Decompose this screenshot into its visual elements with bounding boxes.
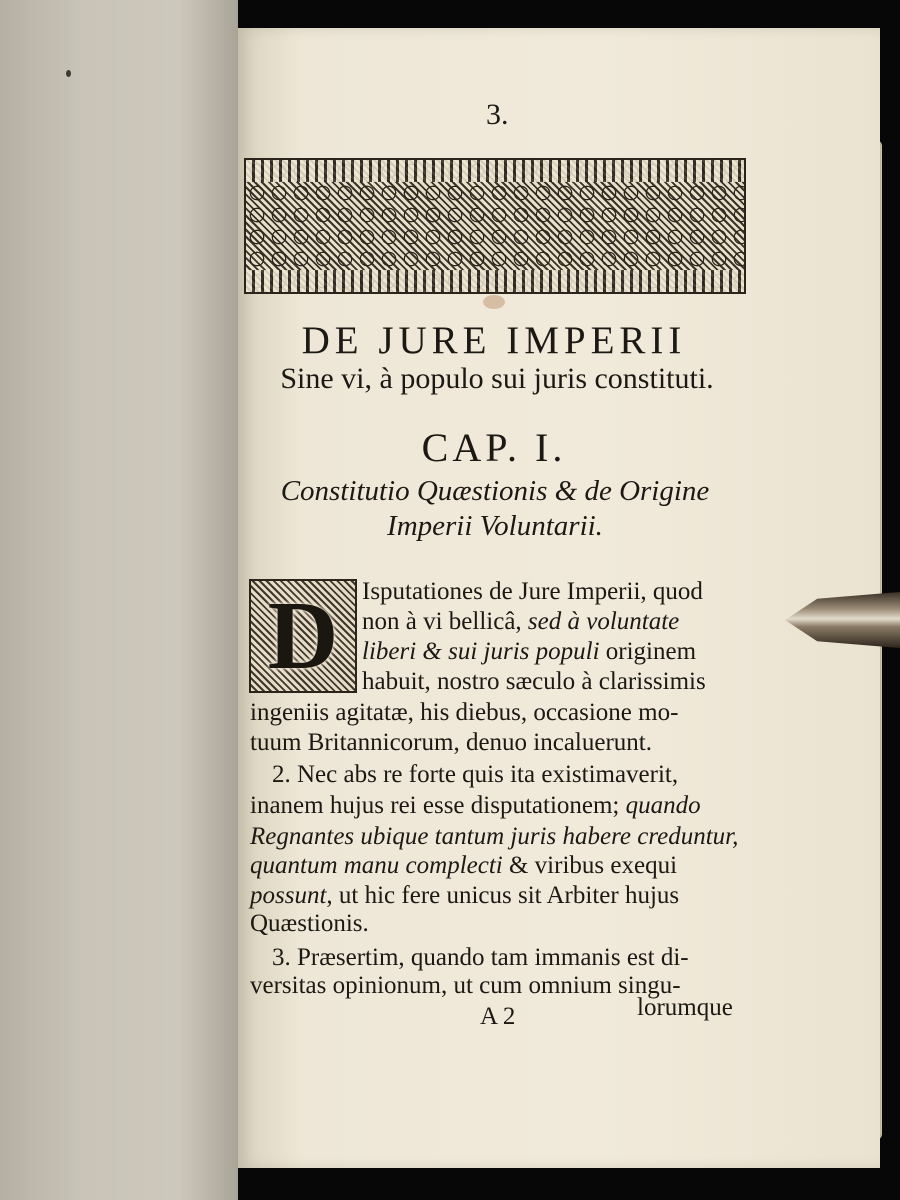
page-title: DE JURE IMPERII	[301, 319, 687, 362]
line-text: Quæstionis.	[250, 910, 369, 937]
paper-stain	[483, 295, 505, 309]
line-text: non à vi bellicâ,	[362, 608, 528, 635]
text-line-5	[250, 699, 678, 727]
chapter-subtitle-line-2: Imperii Voluntarii.	[387, 510, 603, 542]
text-line-1	[362, 578, 703, 606]
text-line-7	[272, 761, 678, 789]
catchword: lorumque	[637, 994, 733, 1021]
line-text: habuit, nostro sæculo à clarissimis	[362, 668, 706, 695]
ornamental-headpiece	[246, 160, 744, 292]
line-text-italic: possunt	[250, 882, 327, 909]
headpiece-band-bottom	[246, 270, 744, 292]
text-line-9	[250, 823, 738, 851]
text-line-10	[250, 852, 677, 880]
signature-mark: A 2	[480, 1003, 516, 1030]
line-text-italic: sed à voluntate	[527, 608, 680, 635]
line-text: versitas opinionum, ut cum omnium singu-	[250, 972, 681, 999]
text-line-6	[250, 729, 652, 757]
line-text: inanem hujus rei esse disputationem;	[250, 792, 626, 819]
line-text: & viribus exequi	[502, 852, 678, 879]
text-line-12	[250, 910, 369, 938]
text-line-8	[250, 792, 701, 820]
text-line-4	[362, 668, 706, 696]
chapter-subtitle-line-1: Constitutio Quæstionis & de Origine	[280, 475, 710, 507]
line-text: originem	[599, 638, 697, 665]
line-text-italic: Regnantes ubique tantum juris habere creduntur,	[250, 823, 739, 850]
line-text: Isputationes de Jure Imperii, quod	[362, 578, 703, 605]
page-subtitle: Sine vi, à populo sui juris constituti.	[280, 362, 714, 395]
headpiece-band-top	[246, 160, 744, 182]
decorated-initial	[251, 581, 355, 691]
paper-speck	[66, 70, 71, 77]
initial-letter: D	[267, 582, 339, 690]
text-line-11	[250, 882, 679, 910]
line-text-italic: liberi & sui juris populi	[362, 638, 600, 665]
line-text: 3. Præsertim, quando tam immanis est di-	[272, 944, 689, 971]
line-text: ingeniis agitatæ, his diebus, occasione mo-	[250, 699, 679, 726]
text-line-2	[362, 608, 679, 636]
line-text-italic: quando	[625, 792, 701, 819]
line-text: 2. Nec abs re forte quis ita existimaverit,	[272, 761, 679, 788]
text-line-3	[362, 638, 696, 666]
line-text: , ut hic fere unicus sit Arbiter hujus	[326, 882, 680, 909]
text-line-13	[272, 944, 689, 972]
line-text: tuum Britannicorum, denuo incaluerunt.	[250, 729, 652, 756]
text-line-14	[250, 972, 681, 1000]
line-text-italic: quantum manu complecti	[250, 852, 503, 879]
chapter-heading: CAP. I.	[421, 425, 567, 470]
page-number: 3.	[486, 98, 509, 131]
facing-page	[0, 0, 238, 1200]
